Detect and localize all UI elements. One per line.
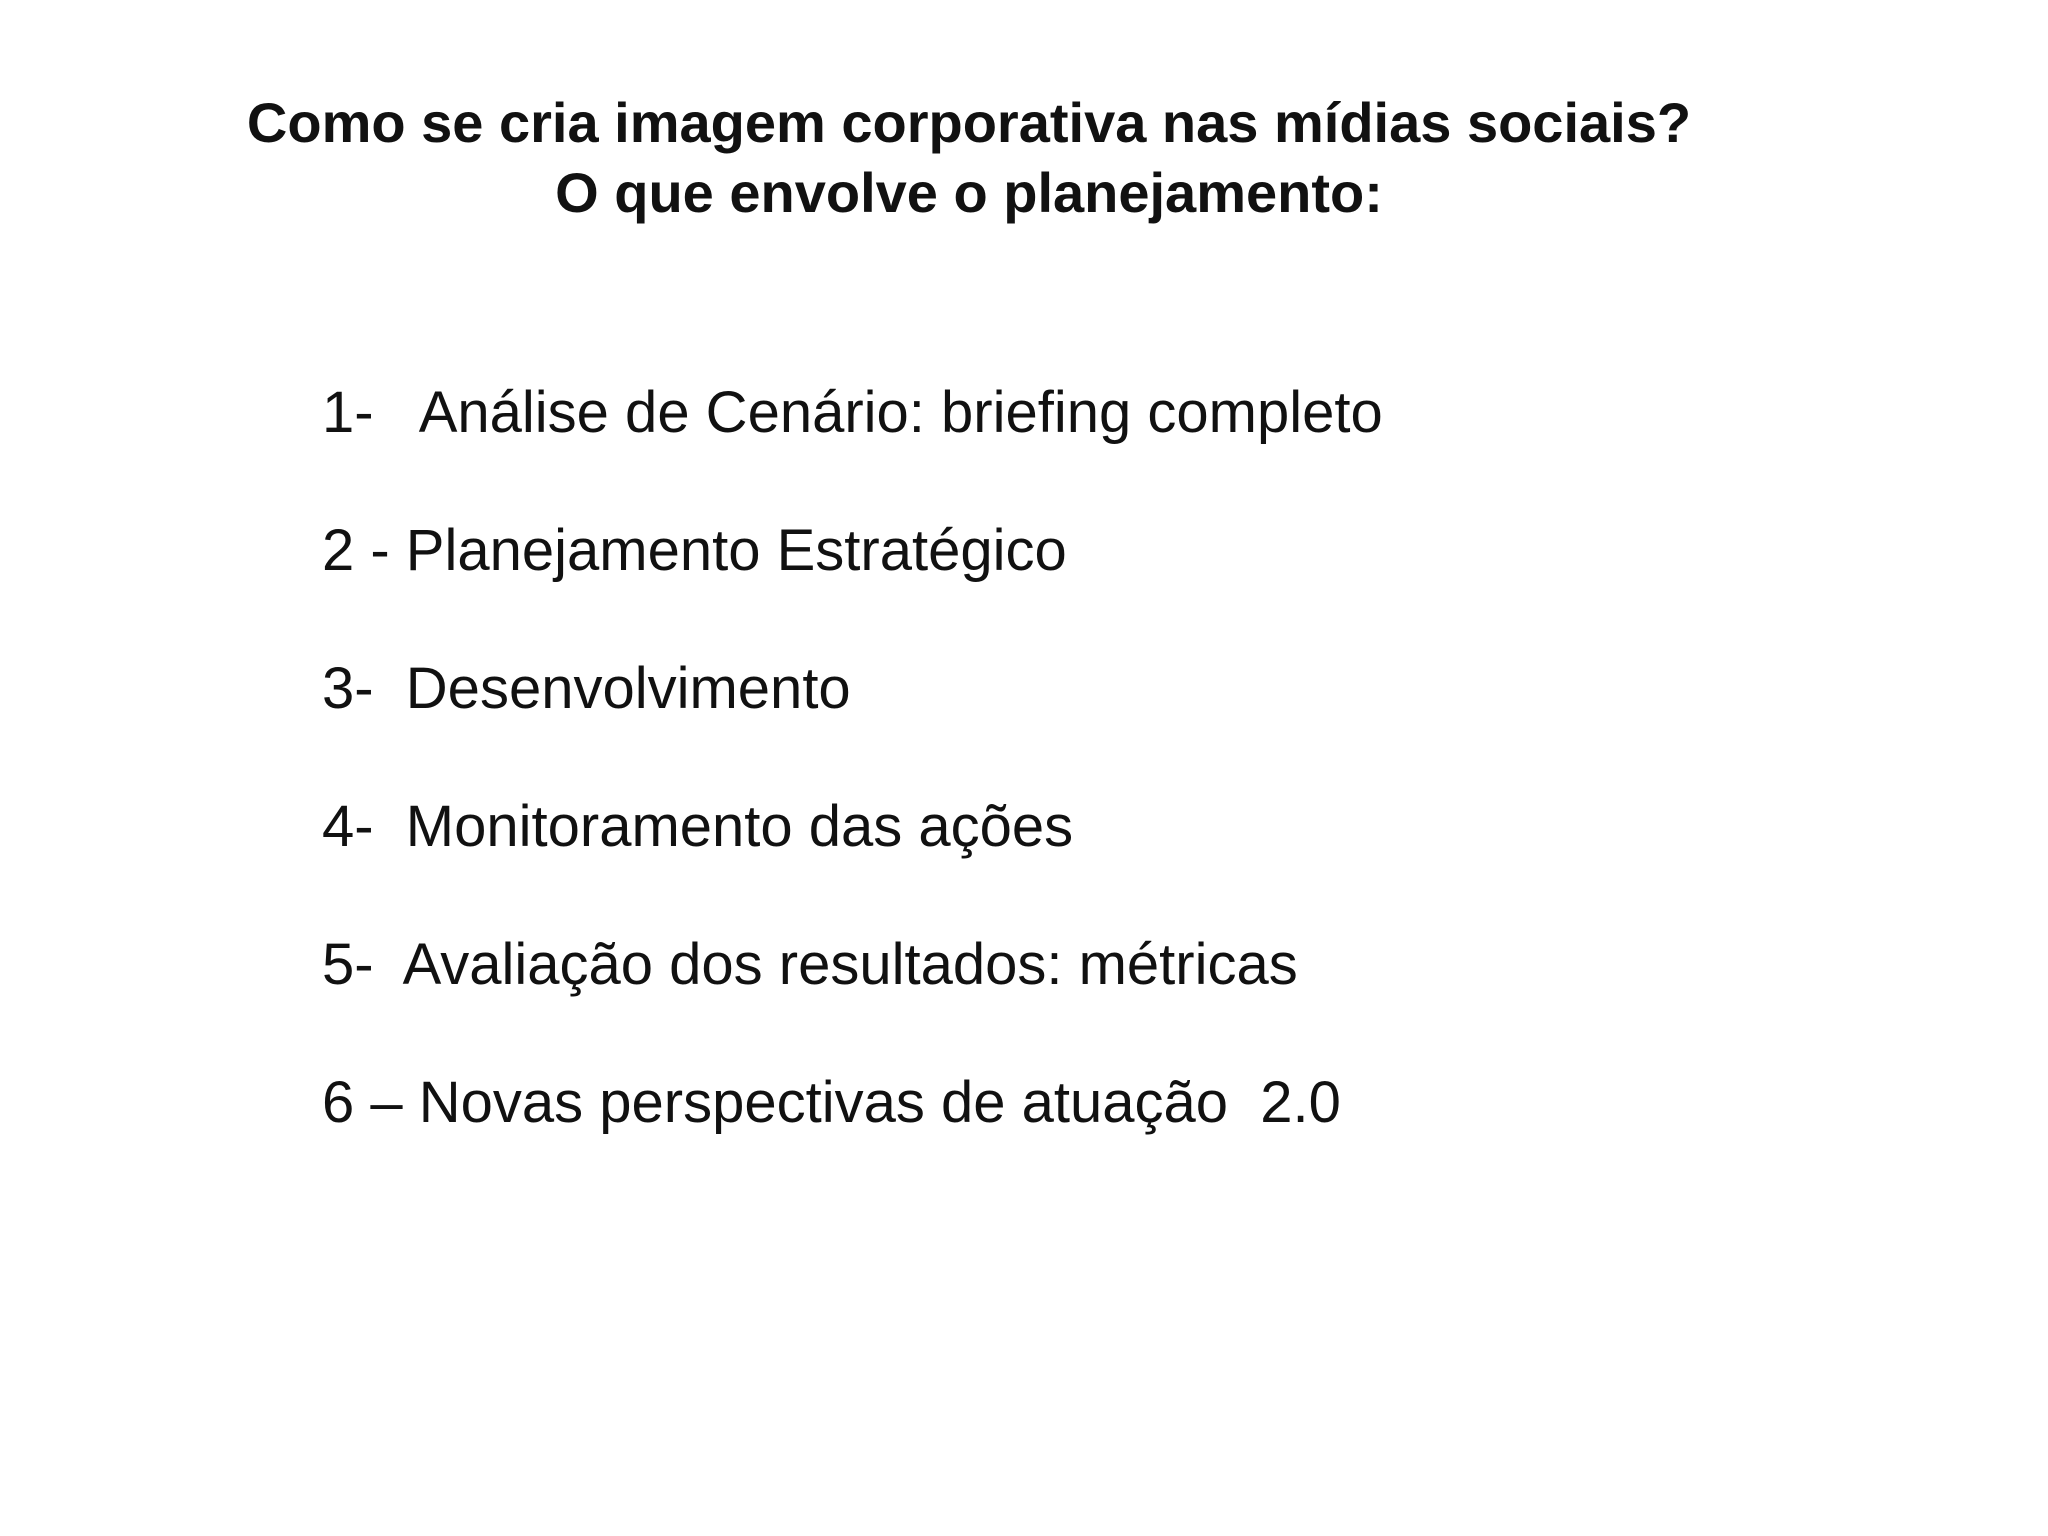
list-item-6: 6 – Novas perspectivas de atuação 2.0 <box>322 1070 1341 1135</box>
list-item-3: 3- Desenvolvimento <box>322 656 851 721</box>
list-item-5: 5- Avaliação dos resultados: métricas <box>322 932 1298 997</box>
list-item-2: 2 - Planejamento Estratégico <box>322 518 1067 583</box>
title-line-1: Como se cria imagem corporativa nas mídias sociais? <box>246 91 1692 154</box>
planning-steps-list <box>322 378 1383 1206</box>
slide-title <box>0 88 1938 228</box>
list-item-1: 1- Análise de Cenário: briefing completo <box>322 380 1383 445</box>
list-item-4: 4- Monitoramento das ações <box>322 794 1074 859</box>
title-line-2: O que envolve o planejamento: <box>555 161 1383 224</box>
